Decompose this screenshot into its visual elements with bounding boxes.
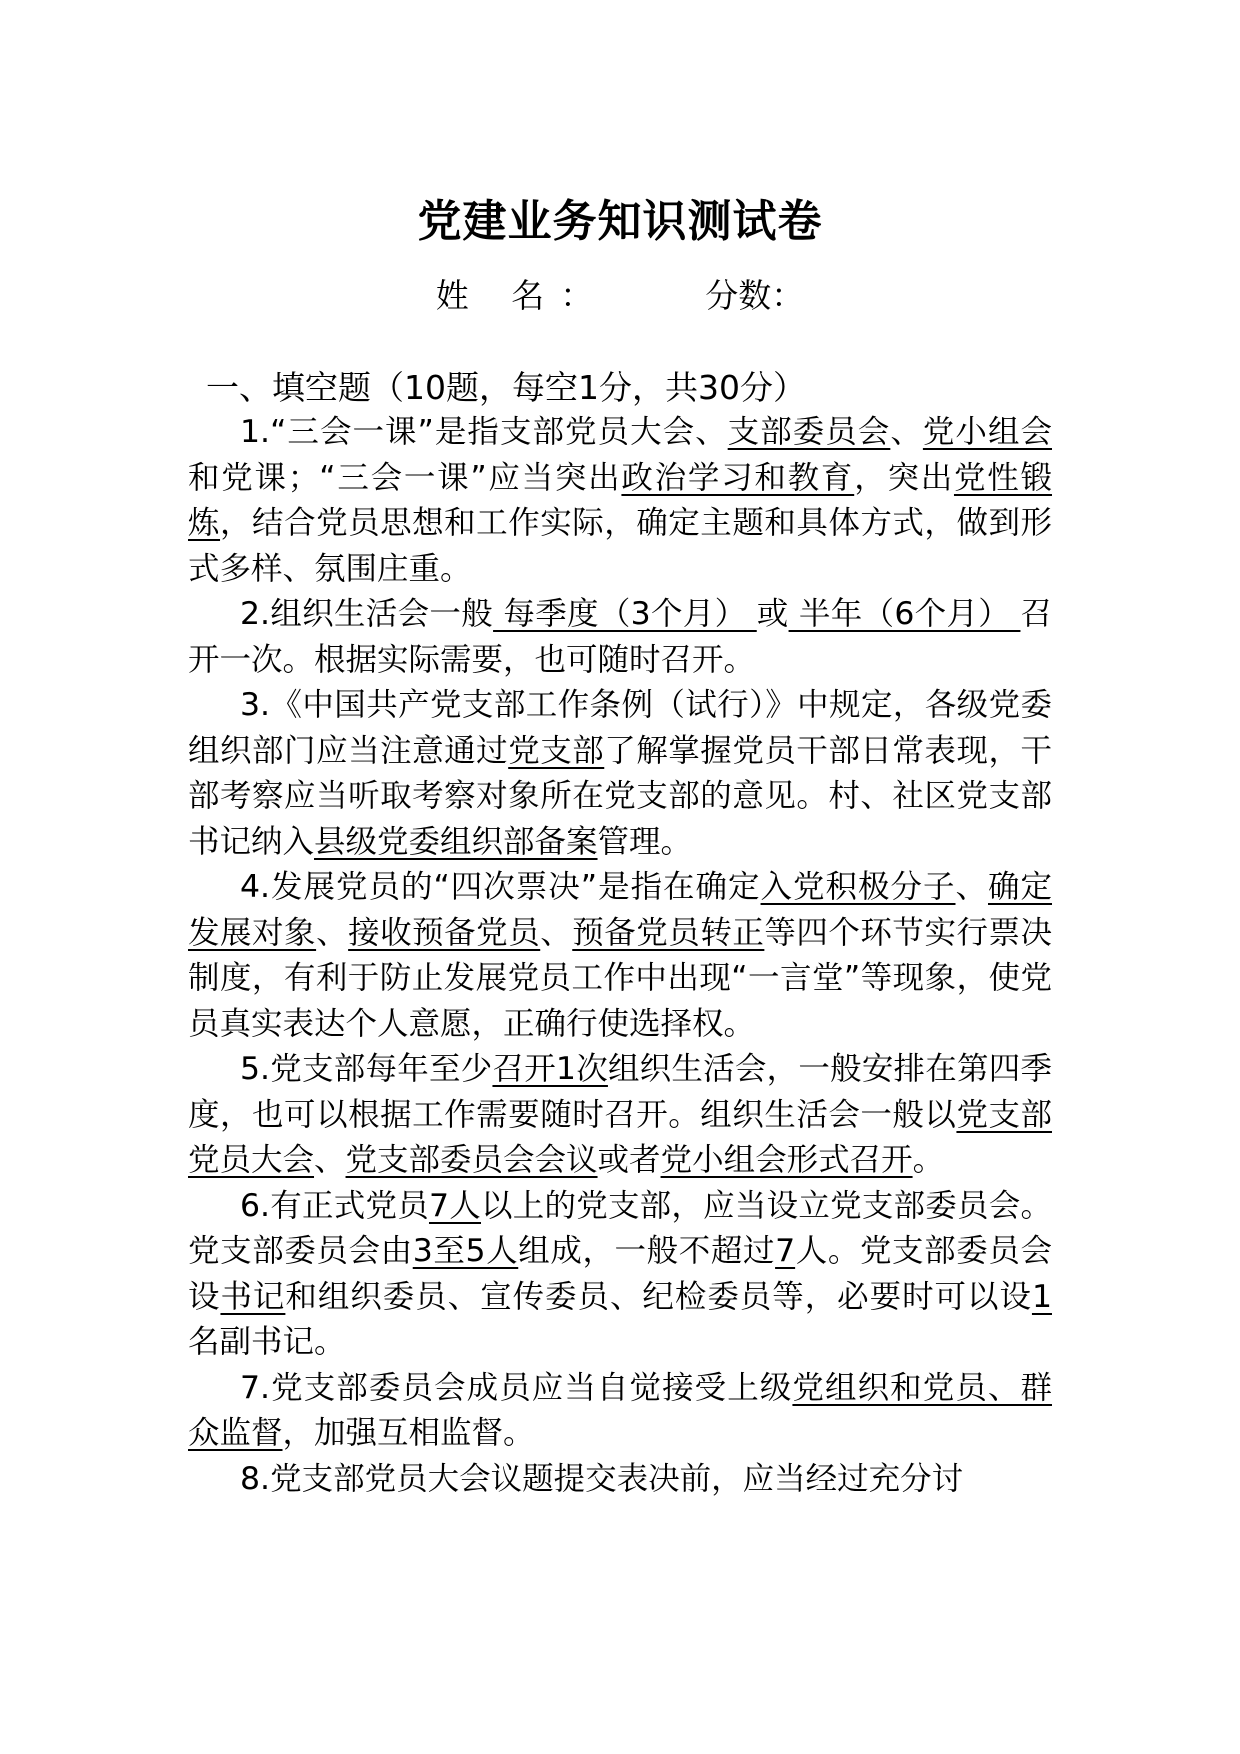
question-text: 了解掌握党员干部日常表现，干部考察应当听取考察对象所在党支部的意见。村、社区党支部书记纳入 [188, 732, 1052, 860]
question-number: 4. [240, 869, 271, 905]
answer-text: 党小组会形式召开 [660, 1142, 913, 1178]
answer-text: 预备党员转正 [572, 914, 765, 951]
answer-text: 每季度（3个月） [493, 596, 757, 632]
name-label: 姓 名： [435, 276, 610, 315]
answer-text: 政治学习和教育 [621, 459, 855, 496]
answer-text: 7 [775, 1233, 796, 1269]
question-text: 党支部委员会成员应当自觉接受上级 [270, 1369, 793, 1406]
answer-text: 入党积极分子 [760, 869, 956, 905]
question-number: 1. [240, 414, 271, 450]
question-number: 6. [240, 1187, 271, 1224]
answer-text: 党性锻炼 [188, 459, 1052, 541]
question-text: 有正式党员 [270, 1187, 429, 1224]
question-text: 、 [314, 1142, 346, 1178]
question-text: 《中国共产党支部工作条例（试行）》中规定，各级党委组织部门应当注意通过 [188, 687, 1052, 769]
question-text: “三会一课”是指支部党员大会、 [270, 414, 728, 450]
question-item [188, 410, 1052, 592]
answer-text: 1 [1031, 1278, 1052, 1315]
answer-text: 支部委员会 [727, 414, 891, 450]
question-text: 召开一次。根据实际需要，也可随时召开。 [188, 596, 1052, 678]
question-text: 组织生活会，一般安排在第四季度，也可以根据工作需要随时召开。组织生活会一般以 [188, 1051, 1052, 1133]
answer-text: 党支部党员大会 [188, 1096, 1052, 1178]
question-text: ，结合党员思想和工作实际，确定主题和具体方式，做到形式多样、氛围庄重。 [188, 505, 1052, 587]
answer-text: 党支部 [508, 732, 605, 769]
answer-text: 3至5人 [412, 1233, 519, 1269]
question-number: 5. [240, 1051, 271, 1087]
question-number: 8. [240, 1460, 271, 1497]
question-number: 2. [240, 596, 271, 632]
question-item [188, 683, 1052, 865]
question-number: 7. [240, 1369, 271, 1406]
answer-text: 书记 [220, 1278, 286, 1315]
question-text: 、 [890, 414, 923, 450]
question-text: 、 [316, 914, 349, 951]
question-text: 、 [955, 869, 988, 905]
question-text: 发展党员的“四次票决”是指在确定 [270, 869, 761, 905]
question-text: ，突出 [854, 459, 954, 496]
answer-text: 县级党委组织部备案 [314, 823, 598, 860]
question-list [188, 410, 1052, 1502]
question-item [188, 1047, 1052, 1184]
score-label: 分数： [705, 276, 805, 315]
question-text: ，加强互相监督。 [282, 1415, 535, 1451]
question-item [188, 592, 1052, 683]
question-text: 组织生活会一般 [270, 596, 494, 632]
answer-text: 半年（6个月） [788, 596, 1021, 632]
question-text: 和党课；“三会一课”应当突出 [188, 459, 622, 496]
candidate-info-row [0, 272, 1240, 320]
answer-text: 党组织和党员、群众监督 [188, 1369, 1052, 1451]
question-text: 组成，一般不超过 [518, 1233, 776, 1269]
answer-text: 党小组会 [922, 414, 1052, 450]
answer-text: 7人 [428, 1187, 481, 1224]
question-number: 3. [240, 687, 271, 723]
question-text: 或者 [597, 1142, 661, 1178]
question-text: 等四个环节实行票决制度，有利于防止发展党员工作中出现“一言堂”等现象，使党员真实表达个人意愿，正确行使选择权。 [188, 914, 1052, 1042]
question-text: 或 [756, 596, 789, 632]
question-item [188, 1366, 1052, 1457]
section-heading-fill-in: 一、填空题（10题，每空1分，共30分） [206, 368, 806, 407]
question-text: 、 [540, 914, 573, 951]
answer-text: 召开1次 [492, 1051, 608, 1087]
question-text: 管理。 [597, 823, 693, 860]
question-item [188, 1457, 1052, 1503]
question-text: 党支部每年至少 [270, 1051, 493, 1087]
question-item [188, 1184, 1052, 1366]
question-text: 和组织委员、宣传委员、纪检委员等，必要时可以设 [285, 1278, 1032, 1315]
question-text: 以上的党支部，应当设立党支部委员会。党支部委员会由 [188, 1187, 1052, 1269]
question-text: 党支部党员大会议题提交表决前，应当经过充分讨 [270, 1460, 964, 1497]
answer-text: 确定发展对象 [188, 869, 1052, 951]
page-title: 党建业务知识测试卷 [417, 196, 823, 247]
question-text: 名副书记。 [188, 1324, 346, 1360]
question-item [188, 865, 1052, 1047]
answer-text: 接收预备党员 [348, 914, 541, 951]
question-text: 人。党支部委员会设 [188, 1233, 1052, 1315]
question-text: 。 [912, 1142, 945, 1178]
answer-text: 党支部委员会会议 [345, 1142, 598, 1178]
